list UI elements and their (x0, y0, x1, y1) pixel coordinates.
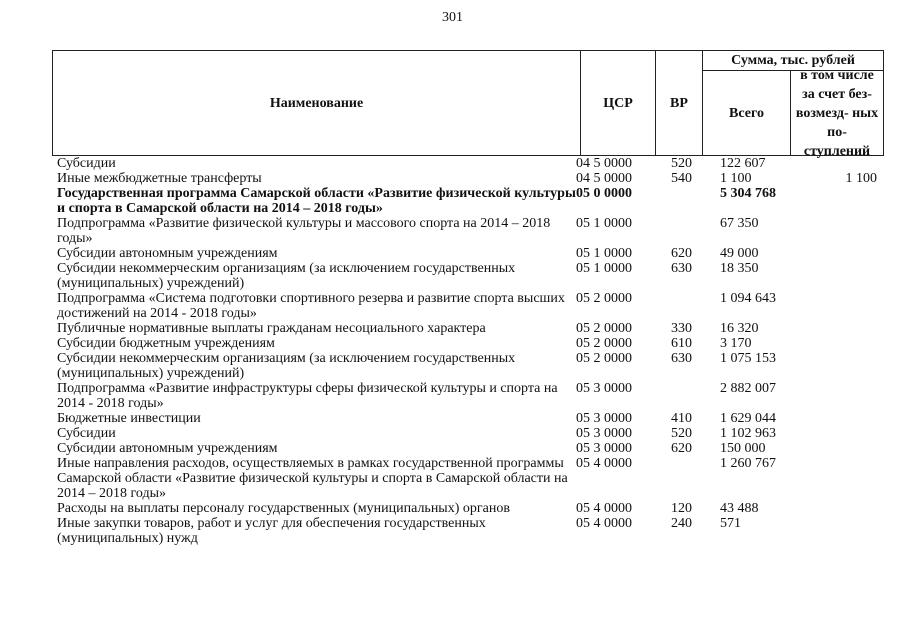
table-row (57, 156, 887, 171)
header-total: Всего (729, 105, 764, 121)
table-row (57, 261, 887, 291)
row-name: Подпрограмма «Система подготовки спортивного резерва и развитие спорта высших достижений на 2014 - 2018 годы» (57, 291, 565, 321)
row-csr: 05 2 0000 (576, 336, 632, 351)
row-csr: 05 3 0000 (576, 411, 632, 426)
row-incl (800, 336, 877, 351)
row-name: Государственная программа Самарской области «Развитие физической культуры и спорта в Самарской области на 2014 – 2018 годы» (57, 186, 576, 216)
row-name: Субсидии автономным учреждениям (57, 441, 278, 456)
row-vr: 410 (671, 411, 692, 426)
row-incl (800, 321, 877, 336)
table-row (57, 426, 887, 441)
row-csr: 05 2 0000 (576, 351, 632, 366)
row-name: Бюджетные инвестиции (57, 411, 201, 426)
row-csr: 05 0 0000 (576, 186, 632, 201)
row-name: Подпрограмма «Развитие инфраструктуры сферы физической культуры и спорта на 2014 - 2018 годы» (57, 381, 558, 411)
row-incl (800, 516, 877, 546)
table-row (57, 456, 887, 501)
table-body (57, 156, 887, 546)
row-total: 122 607 (720, 156, 766, 171)
row-incl (800, 456, 877, 501)
row-total: 43 488 (720, 501, 759, 516)
header-incl: в том числе за счет без- возмезд- ных по- ступлений (795, 67, 879, 159)
row-vr (656, 291, 704, 321)
table-row (57, 186, 887, 216)
row-vr: 630 (671, 261, 692, 276)
row-name: Субсидии бюджетным учреждениям (57, 336, 275, 351)
header-vr: ВР (670, 95, 688, 111)
row-incl (800, 441, 877, 456)
row-total: 3 170 (720, 336, 752, 351)
row-name: Подпрограмма «Развитие физической культуры и массового спорта на 2014 – 2018 годы» (57, 216, 551, 246)
row-csr: 05 4 0000 (576, 501, 632, 516)
row-total: 2 882 007 (720, 381, 776, 396)
row-name: Субсидии (57, 426, 116, 441)
row-name: Субсидии некоммерческим организациям (за исключением государственных (муниципальных) учреждений) (57, 261, 516, 291)
row-csr: 05 4 0000 (576, 456, 632, 471)
row-incl (800, 261, 877, 291)
row-vr: 540 (671, 171, 692, 186)
row-vr: 610 (671, 336, 692, 351)
row-incl (800, 246, 877, 261)
table-row (57, 171, 887, 186)
table-header (52, 50, 884, 159)
row-incl (800, 216, 877, 246)
row-incl (800, 411, 877, 426)
row-vr (656, 456, 704, 501)
header-sum-group: Сумма, тыс. рублей (731, 53, 855, 68)
header-name: Наименование (269, 95, 364, 111)
row-csr: 05 1 0000 (576, 261, 632, 276)
row-total: 150 000 (720, 441, 766, 456)
row-csr: 05 2 0000 (576, 291, 632, 306)
row-total: 1 094 643 (720, 291, 776, 306)
row-total: 49 000 (720, 246, 759, 261)
row-name: Субсидии (57, 156, 116, 171)
row-total: 16 320 (720, 321, 759, 336)
row-csr: 05 2 0000 (576, 321, 632, 336)
row-name: Публичные нормативные выплаты гражданам несоциального характера (57, 321, 486, 336)
row-total: 1 629 044 (720, 411, 776, 426)
row-name: Иные направления расходов, осуществляемых в рамках государственной программы Самарской области «Развитие физической культуры и спорта в Самарской области на 2014 – 2018 годы» (57, 456, 568, 501)
row-total: 1 100 (720, 171, 752, 186)
row-total: 1 260 767 (720, 456, 776, 471)
row-vr: 620 (671, 246, 692, 261)
row-vr: 630 (671, 351, 692, 366)
row-incl (800, 186, 877, 216)
row-csr: 05 1 0000 (576, 216, 632, 231)
table-row (57, 441, 887, 456)
row-name: Субсидии автономным учреждениям (57, 246, 278, 261)
row-vr (656, 186, 704, 216)
row-total: 67 350 (720, 216, 759, 231)
row-name: Иные межбюджетные трансферты (57, 171, 262, 186)
table-row (57, 516, 887, 546)
row-incl (800, 381, 877, 411)
row-vr: 120 (671, 501, 692, 516)
table-row (57, 411, 887, 426)
row-incl (800, 291, 877, 321)
table-row (57, 246, 887, 261)
row-total: 18 350 (720, 261, 759, 276)
row-vr (656, 216, 704, 246)
row-name: Субсидии некоммерческим организациям (за исключением государственных (муниципальных) учреждений) (57, 351, 516, 381)
row-csr: 05 1 0000 (576, 246, 632, 261)
row-csr: 05 3 0000 (576, 426, 632, 441)
row-total: 1 075 153 (720, 351, 776, 366)
table-row (57, 216, 887, 246)
row-incl (800, 501, 877, 516)
row-csr: 04 5 0000 (576, 171, 632, 186)
row-vr (656, 381, 704, 411)
row-csr: 04 5 0000 (576, 156, 632, 171)
table-row (57, 291, 887, 321)
row-incl (800, 426, 877, 441)
row-csr: 05 3 0000 (576, 381, 632, 396)
row-incl (800, 351, 877, 381)
row-name: Расходы на выплаты персоналу государственных (муниципальных) органов (57, 501, 510, 516)
row-vr: 520 (671, 426, 692, 441)
header-csr: ЦСР (603, 95, 633, 111)
row-total: 5 304 768 (720, 186, 776, 201)
row-vr: 240 (671, 516, 692, 531)
row-incl (800, 156, 877, 171)
row-csr: 05 4 0000 (576, 516, 632, 531)
row-vr: 330 (671, 321, 692, 336)
table-row (57, 501, 887, 516)
row-vr: 520 (671, 156, 692, 171)
row-csr: 05 3 0000 (576, 441, 632, 456)
row-total: 571 (720, 516, 741, 531)
row-name: Иные закупки товаров, работ и услуг для обеспечения государственных (муниципальных) нужд (57, 516, 486, 546)
table-row (57, 381, 887, 411)
page-number: 301 (442, 10, 463, 25)
row-incl: 1 100 (845, 171, 877, 186)
table-row (57, 336, 887, 351)
row-vr: 620 (671, 441, 692, 456)
table-row (57, 351, 887, 381)
row-total: 1 102 963 (720, 426, 776, 441)
table-row (57, 321, 887, 336)
